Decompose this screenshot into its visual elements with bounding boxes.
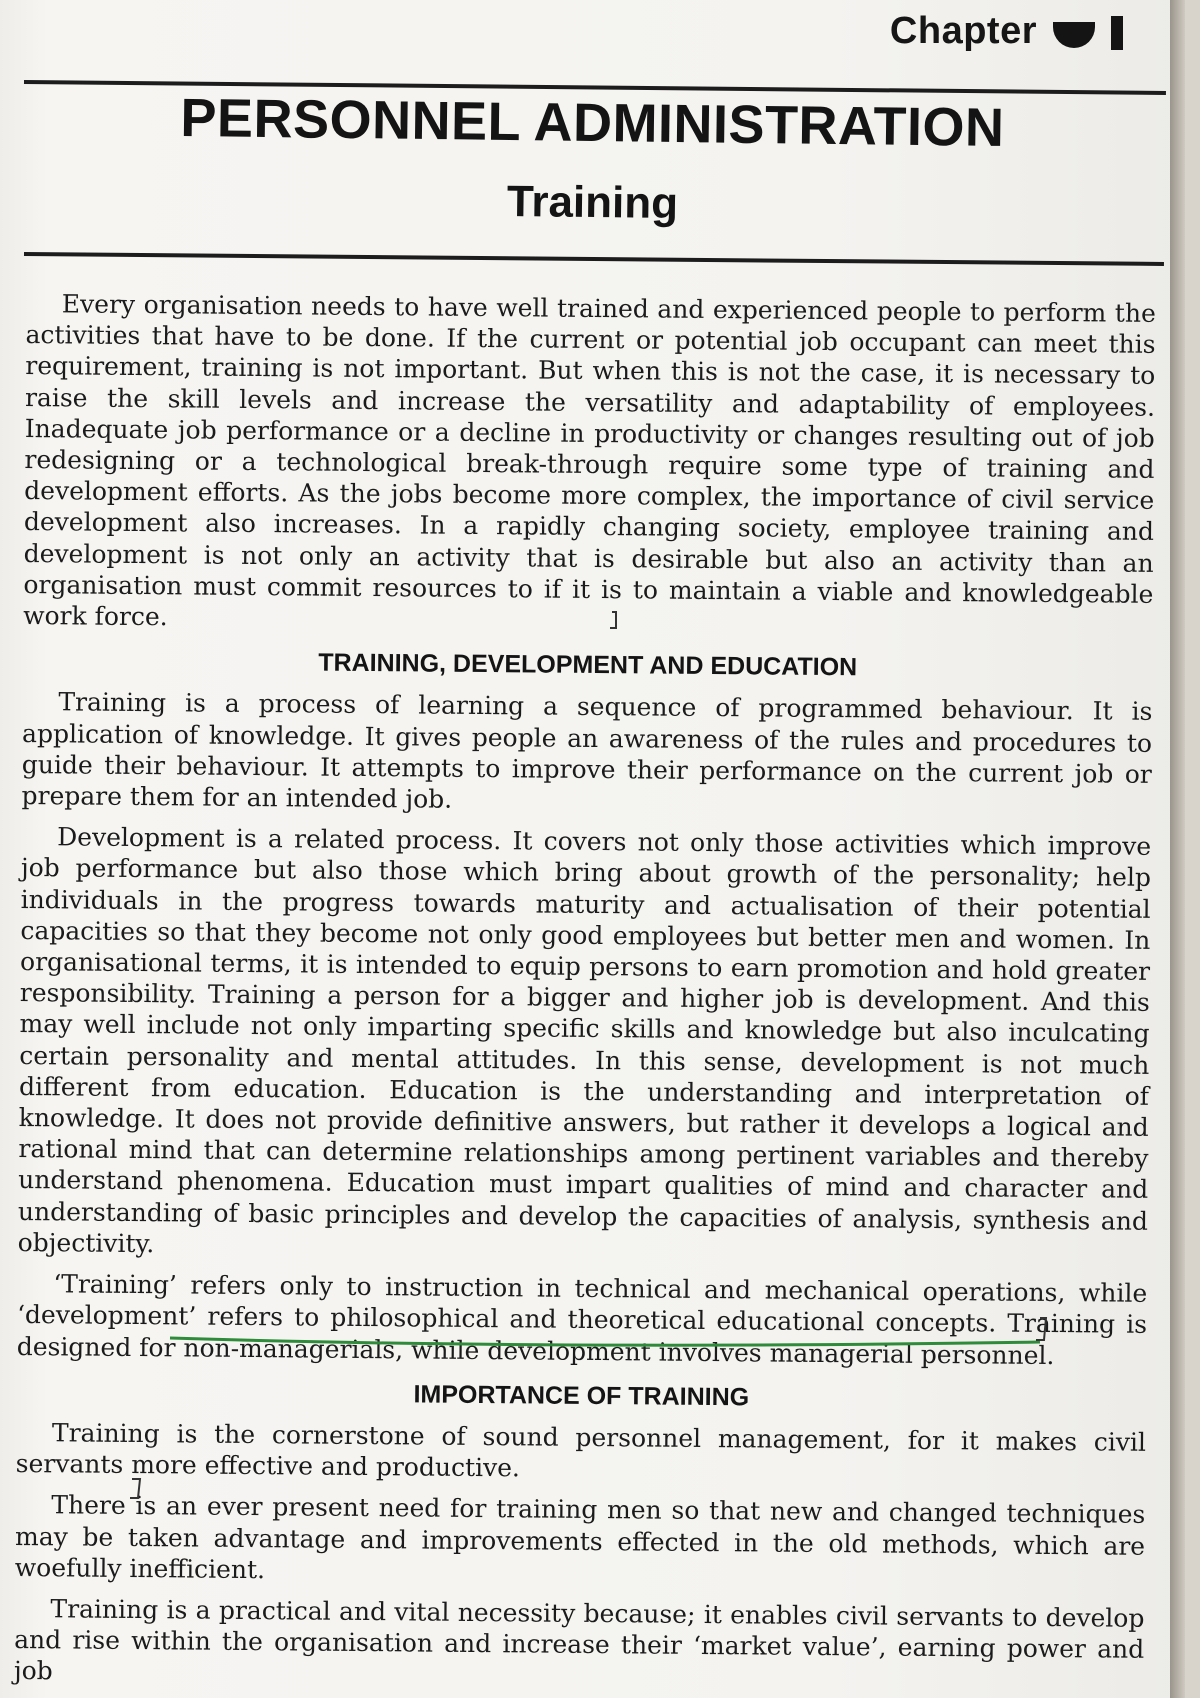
- paragraph-development-definition: Development is a related process. It covers not only those activities which improve job performance but also those which bring about growth of the personality; help individuals in the progress towards maturity and actualisation of their potential capacities so that they become not only good employees but better men and women. In organisational terms, it is intended to equip persons to earn promotion and hold greater responsibility. Training a person for a bigger and higher job is development. And this may well include not only imparting specific skills and knowledge but also inculcating certain personality and mental attitudes. In this sense, development is not much different from education. Education is the understanding and interpretation of knowledge. It does not provide definitive answers, but rather it develops a logical and rational mind that can determine relationships among pertinent variables and thereby understand phenomena. Education must impart qualities of mind and character and understanding of basic principles and develop the capacities of analysis, synthesis and objectivity.: [17, 822, 1152, 1259]
- heading-training-development-education: TRAINING, DEVELOPMENT AND EDUCATION: [318, 648, 858, 682]
- paragraph-ever-present-need: There is an ever present need for training men so that new and changed techniques may be taken advantage and improvements effected in the old methods, which are woefully inefficient.: [14, 1490, 1146, 1584]
- chapter-number-glyph: [1049, 12, 1127, 52]
- chapter-header: [890, 10, 1127, 53]
- page-body: [14, 288, 1156, 1698]
- page-subtitle: Training: [506, 176, 679, 229]
- chapter-label: Chapter: [889, 10, 1037, 52]
- paragraph-training-definition: Training is a process of learning a sequence of programmed behaviour. It is application of knowledge. It gives people an awareness of the rules and procedures to guide their behaviour. It attempts to improve their performance on the current job or prepare them for an intended job.: [21, 687, 1153, 814]
- paragraph-training-vs-development: ‘Training’ refers only to instruction in technical and mechanical operations, while ‘development’ refers to philosophical and theoretical educational concepts. Training is designed for non-managerials, while development involves managerial personnel.: [16, 1269, 1148, 1370]
- paragraph-intro: Every organisation needs to have well trained and experienced people to perform the activities that have to be done. If the current or potential job occupant can meet this requirement, training is not important. But when this is not the case, it is necessary to raise the skill levels and increase the versatility and adaptability of employees. Inadequate job performance or a decline in productivity or changes resulting out of job redesigning or a technological break-through require some type of training and development efforts. As the jobs become more complex, the importance of civil service development also increases. In a rapidly changing society, employee training and development is not only an activity that is desirable but also an activity than an organisation must commit resources to if it is to maintain a viable and knowledgeable work force.: [23, 289, 1156, 632]
- title-rule-bottom: [24, 252, 1164, 266]
- page-edge-shadow: [1170, 0, 1185, 1698]
- paragraph-practical-necessity: Training is a practical and vital necessity because; it enables civil servants to develop and rise within the organisation and increase their ‘market value’, earning power and job: [13, 1594, 1145, 1686]
- page-title: PERSONNEL ADMINISTRATION: [180, 87, 1005, 159]
- heading-importance-of-training: IMPORTANCE OF TRAINING: [413, 1380, 750, 1412]
- paragraph-cornerstone: Training is the cornerstone of sound personnel management, for it makes civil servants more effective and productive.: [15, 1418, 1147, 1483]
